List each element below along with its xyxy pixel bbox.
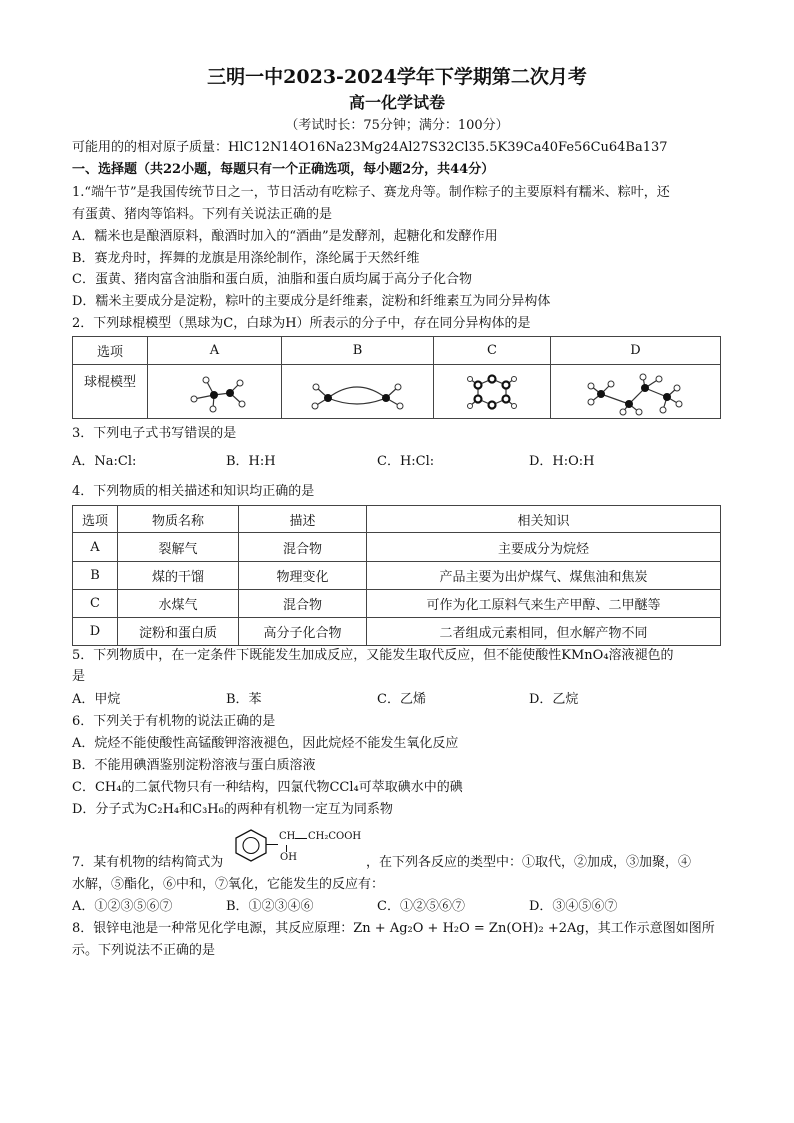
q4-cell: 主要成分为烷烃 [367, 533, 721, 562]
q1-option-c: C．蛋黄、猪肉富含油脂和蛋白质，油脂和蛋白质均属于高分子化合物 [72, 272, 472, 287]
ball-stick-model-c [434, 365, 551, 419]
table-row [73, 562, 721, 590]
q2-stem: 2．下列球棍模型（黑球为C，白球为H）所表示的分子中，存在同分异构体的是 [72, 316, 531, 331]
q5-options [72, 690, 722, 710]
q7-stem-post: ，在下列各反应的类型中：①取代，②加成，③加聚，④ [366, 855, 692, 870]
q7-stem-pre: 7．某有机物的结构简式为 [72, 855, 224, 870]
exam-subtitle: 高一化学试卷 [348, 93, 445, 112]
q7-struct-cooh: CH₂COOH [308, 831, 362, 842]
q1-option-b: B．赛龙舟时，挥舞的龙旗是用涤纶制作，涤纶属于天然纤维 [72, 251, 420, 266]
q2-header-label: 选项 [73, 337, 148, 365]
table-row [73, 618, 721, 646]
q5-stem-line1: 5．下列物质中，在一定条件下既能发生加成反应，又能发生取代反应，但不能使酸性KMnO₄溶液褪色的 [72, 648, 674, 663]
q4-cell: 裂解气 [118, 533, 239, 562]
q6-option-c: C．CH₄的二氯代物只有一种结构，四氯代物CCl₄可萃取碘水中的碘 [72, 780, 463, 795]
q4-cell: C [73, 590, 118, 618]
benzene-ring-icon [232, 828, 270, 862]
q2-col-a: A [148, 337, 282, 365]
q5-option-a: A．甲烷 [72, 692, 121, 707]
ball-stick-model-b [282, 365, 434, 419]
q2-col-c: C [434, 337, 551, 365]
atomic-masses: 可能用的的相对原子质量：HlC12N14O16Na23Mg24Al27S32Cl35.5K39Ca40Fe56Cu64Ba137 [72, 140, 668, 155]
table-row [73, 533, 721, 562]
q5-option-c: C．乙烯 [377, 692, 426, 707]
q4-cell: 混合物 [239, 590, 367, 618]
q6-option-a: A．烷烃不能使酸性高锰酸钾溶液褪色，因此烷烃不能发生氧化反应 [72, 736, 459, 751]
ball-stick-model-a [148, 365, 282, 419]
q1-stem-line2: 有蛋黄、猪肉等馅料。下列有关说法正确的是 [72, 207, 333, 222]
q7-options [72, 897, 722, 917]
q7-option-a: A．①②③⑤⑥⑦ [72, 899, 173, 914]
q2-col-b: B [282, 337, 434, 365]
q3-options [72, 452, 722, 472]
q4-cell: 可作为化工原料气来生产甲醇、二甲醚等 [367, 590, 721, 618]
q7-stem-line2: 水解，⑤酯化，⑥中和，⑦氧化，它能发生的反应有： [72, 877, 385, 892]
q2-col-d: D [551, 337, 721, 365]
q1-option-d: D．糯米主要成分是淀粉，粽叶的主要成分是纤维素，淀粉和纤维素互为同分异构体 [72, 294, 551, 309]
q3-option-a: A．Na:Cl: [72, 454, 137, 469]
q4-cell: 水煤气 [118, 590, 239, 618]
q4-header-knowledge: 相关知识 [367, 506, 721, 533]
q5-stem-line2: 是 [72, 669, 86, 684]
q4-cell: 淀粉和蛋白质 [118, 618, 239, 646]
table-row [73, 590, 721, 618]
q1-option-a: A．糯米也是酿酒原料，酿酒时加入的“酒曲”是发酵剂，起糖化和发酵作用 [72, 229, 498, 244]
ball-stick-model-d [551, 365, 721, 419]
q4-table [72, 505, 721, 646]
section-title: 一、选择题（共22小题，每题只有一个正确选项，每小题2分，共44分） [72, 162, 495, 177]
q5-option-d: D．乙烷 [529, 692, 579, 707]
q4-cell: 产品主要为出炉煤气、煤焦油和焦炭 [367, 562, 721, 590]
q4-cell: 混合物 [239, 533, 367, 562]
model-c-icon [434, 366, 550, 418]
q4-cell: A [73, 533, 118, 562]
q4-cell: B [73, 562, 118, 590]
q3-option-c: C．H:Cl: [377, 454, 435, 469]
q7-struct-ch: CH [279, 831, 296, 842]
exam-info: （考试时长：75分钟；满分：100分） [285, 118, 509, 133]
q2-row-label: 球棍模型 [73, 365, 148, 419]
q7-option-c: C．①②⑤⑥⑦ [377, 899, 465, 914]
q4-header-option: 选项 [73, 506, 118, 533]
q4-cell: 二者组成元素相同，但水解产物不同 [367, 618, 721, 646]
exam-title: 三明一中2023-2024学年下学期第二次月考 [207, 66, 587, 88]
q4-stem: 4．下列物质的相关描述和知识均正确的是 [72, 484, 315, 499]
q8-stem-line1: 8．银锌电池是一种常见化学电源，其反应原理：Zn + Ag₂O + H₂O = Zn(OH)₂ +2Ag，其工作示意图如图所 [72, 921, 715, 936]
q4-cell: 物理变化 [239, 562, 367, 590]
q3-stem: 3．下列电子式书写错误的是 [72, 426, 237, 441]
q3-option-b: B．H:H [226, 454, 276, 469]
q8-stem-line2: 示。下列说法不正确的是 [72, 943, 216, 958]
q1-stem-line1: 1.“端午节”是我国传统节日之一，节日活动有吃粽子、赛龙舟等。制作粽子的主要原料有糯米、粽叶，还 [72, 185, 670, 200]
q4-cell: 高分子化合物 [239, 618, 367, 646]
q6-stem: 6．下列关于有机物的说法正确的是 [72, 714, 276, 729]
q2-table [72, 336, 721, 419]
q6-option-b: B．不能用碘酒鉴别淀粉溶液与蛋白质溶液 [72, 758, 316, 773]
q6-option-d: D．分子式为C₂H₄和C₃H₆的两种有机物一定互为同系物 [72, 802, 393, 817]
model-d-icon [551, 366, 720, 418]
model-b-icon [282, 366, 433, 418]
q4-cell: D [73, 618, 118, 646]
q3-option-d: D．H:O:H [529, 454, 595, 469]
q4-header-name: 物质名称 [118, 506, 239, 533]
q4-header-desc: 描述 [239, 506, 367, 533]
q7-option-b: B．①②③④⑥ [226, 899, 314, 914]
q7-option-d: D．③④⑤⑥⑦ [529, 899, 618, 914]
q5-option-b: B．苯 [226, 692, 262, 707]
model-a-icon [148, 366, 281, 418]
q7-structure [232, 826, 362, 866]
q7-struct-oh: OH [280, 852, 297, 863]
q4-cell: 煤的干馏 [118, 562, 239, 590]
